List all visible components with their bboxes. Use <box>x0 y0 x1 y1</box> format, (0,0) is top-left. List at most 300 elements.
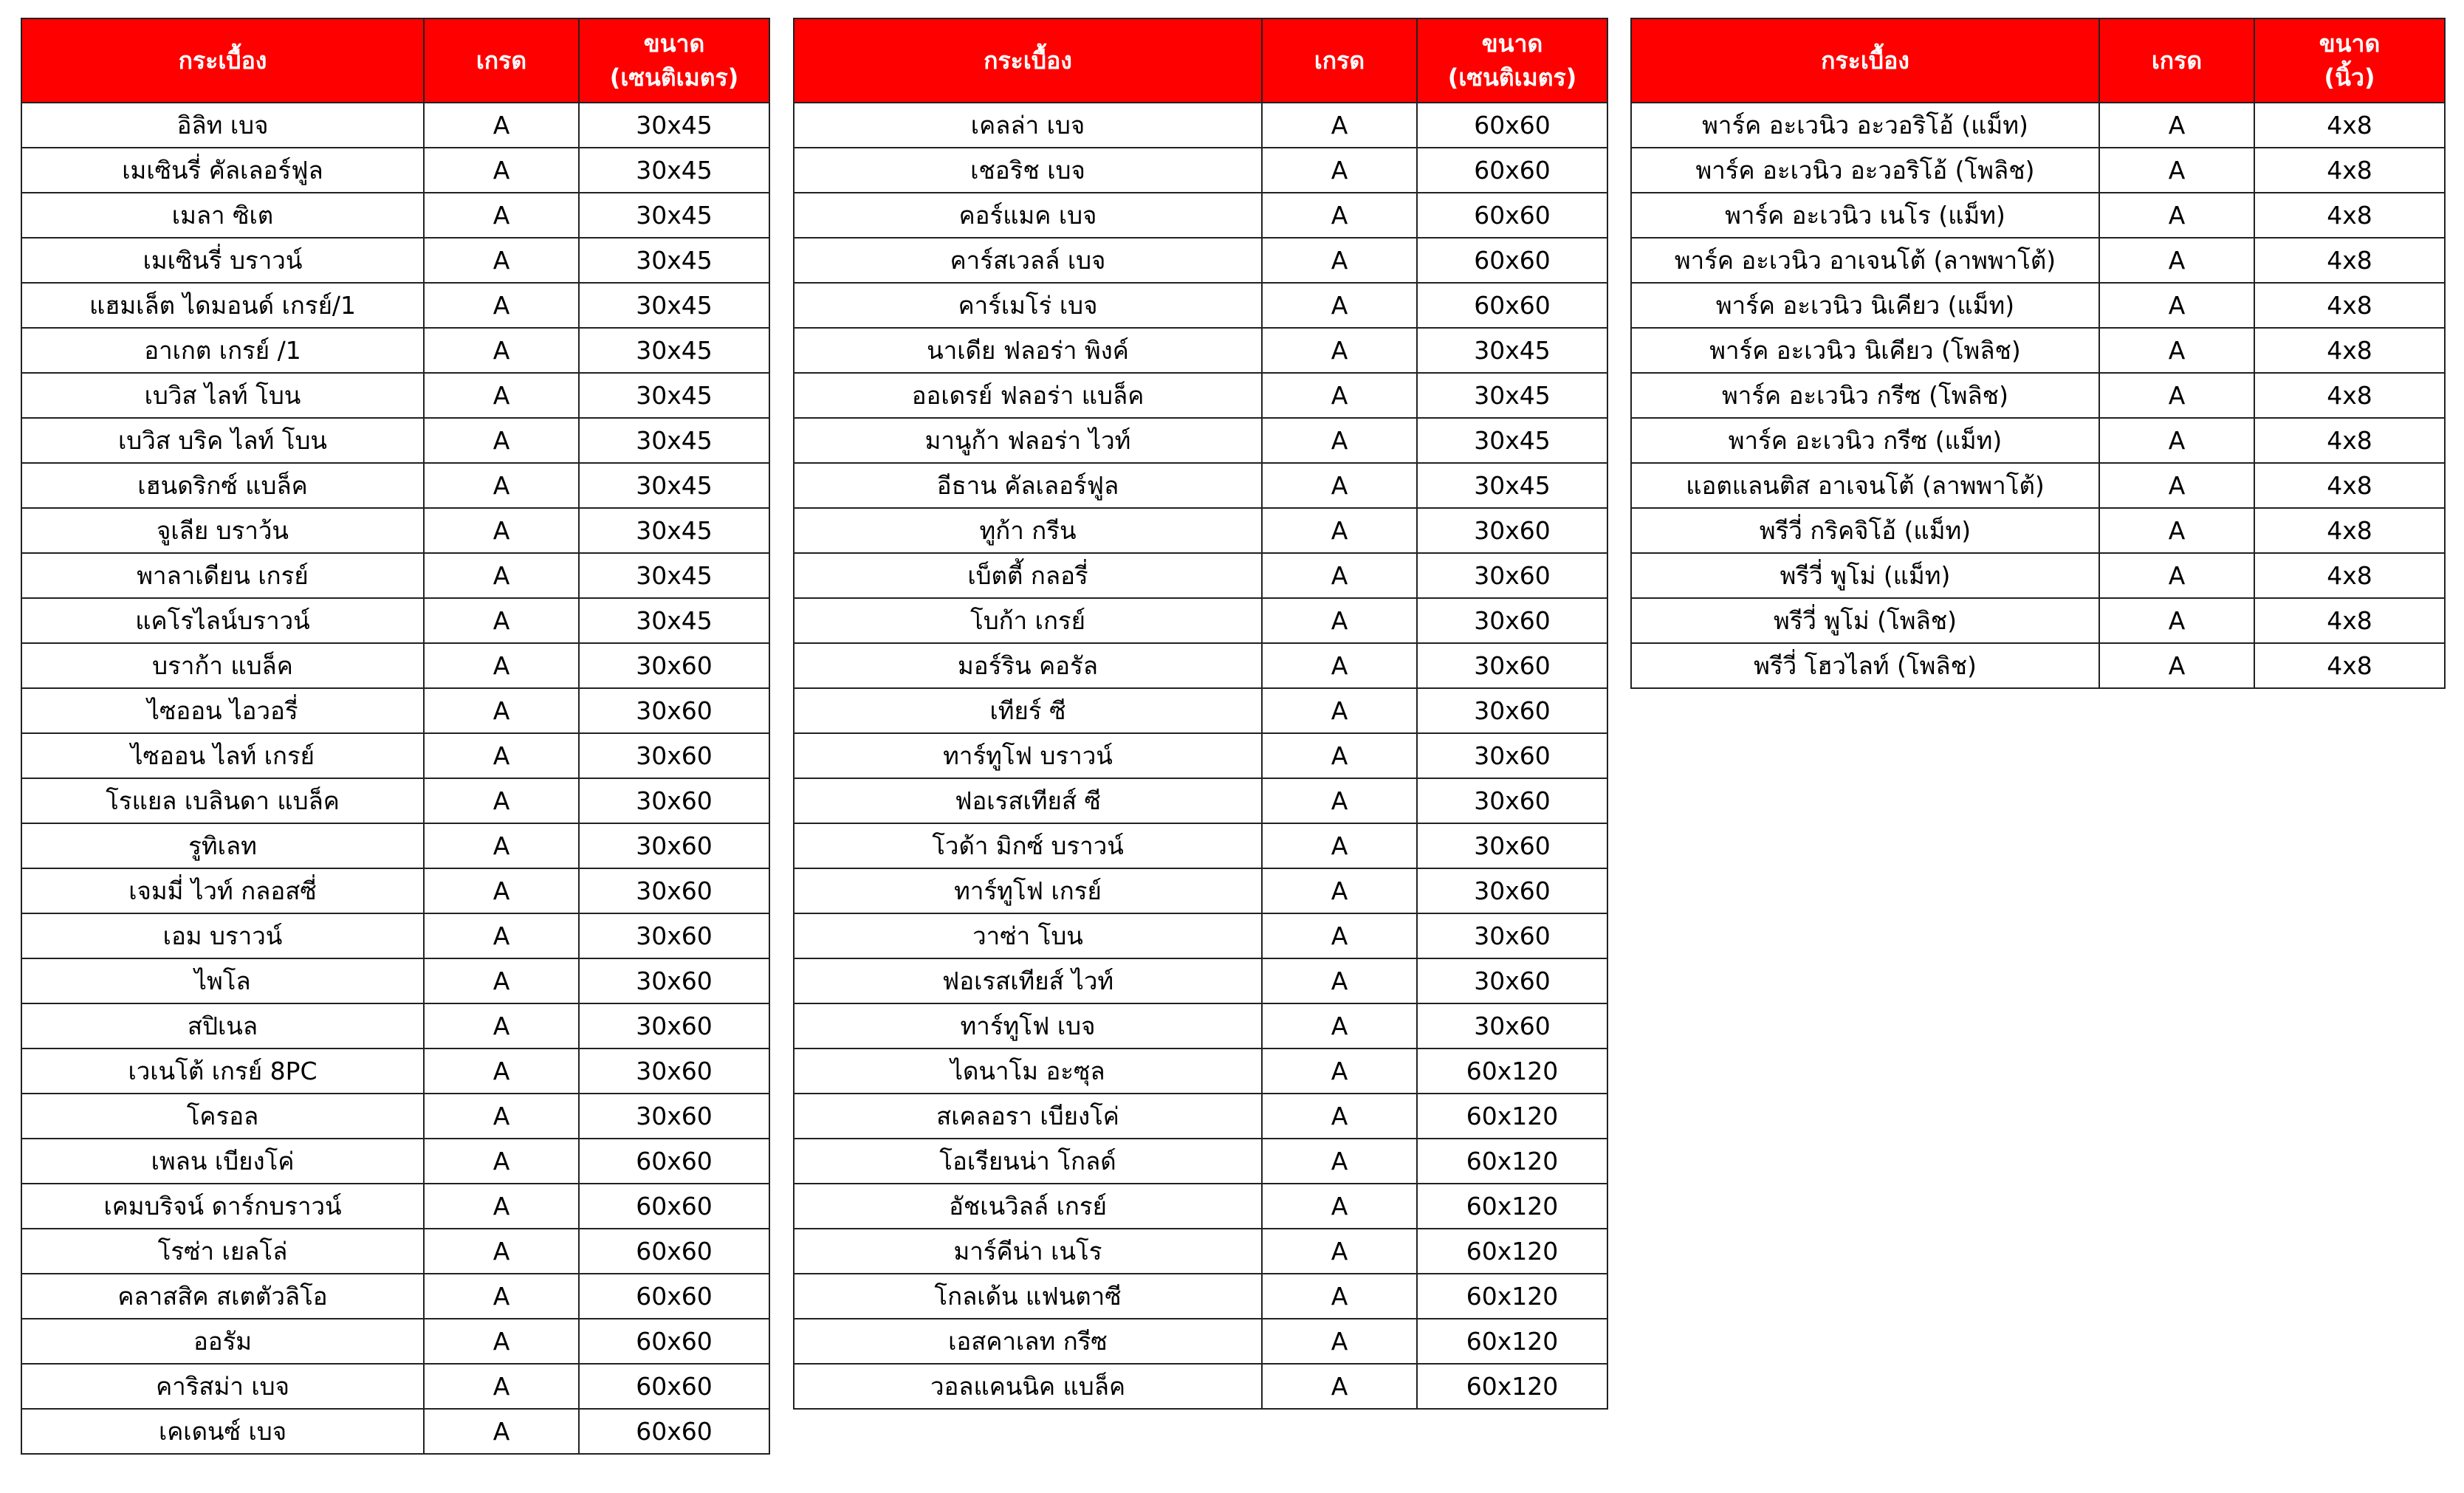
size-cell: 30x45 <box>579 328 769 373</box>
tile-name-cell: พรีวี่ โฮวไลท์ (โพลิช) <box>1631 643 2099 688</box>
table-row <box>21 1229 769 1274</box>
table-row <box>21 1409 769 1454</box>
tile-name-cell: อิลิท เบจ <box>21 103 424 148</box>
tile-name-cell: เคมบริจน์ ดาร์กบราวน์ <box>21 1184 424 1229</box>
tile-name-cell: สเคลอรา เบียงโค่ <box>794 1094 1262 1139</box>
size-cell: 30x60 <box>579 1003 769 1048</box>
size-cell: 60x60 <box>1417 148 1607 193</box>
tile-name-cell: ทาร์ทูโฟ เบจ <box>794 1003 1262 1048</box>
tile-name-cell: โอเรียนน่า โกลด์ <box>794 1139 1262 1184</box>
grade-cell: A <box>2099 508 2254 553</box>
table-row <box>794 328 1607 373</box>
table-row <box>794 598 1607 643</box>
grade-cell: A <box>1262 958 1417 1003</box>
tile-name-cell: พาร์ค อะเวนิว เนโร (แม็ท) <box>1631 193 2099 238</box>
column-header-size-unit: (เซนติเมตร) <box>609 64 739 92</box>
tile-name-cell: ออรัม <box>21 1319 424 1364</box>
grade-cell: A <box>1262 643 1417 688</box>
tile-table-1 <box>21 18 770 1455</box>
table-row <box>794 913 1607 958</box>
size-cell: 60x60 <box>579 1184 769 1229</box>
size-cell: 60x60 <box>579 1364 769 1409</box>
grade-cell: A <box>424 463 579 508</box>
table-row <box>21 328 769 373</box>
size-cell: 60x120 <box>1417 1184 1607 1229</box>
size-cell: 30x60 <box>1417 553 1607 598</box>
grade-cell: A <box>1262 1319 1417 1364</box>
size-cell: 4x8 <box>2254 103 2445 148</box>
grade-cell: A <box>424 733 579 778</box>
tile-name-cell: แอตแลนติส อาเจนโต้ (ลาพพาโต้) <box>1631 463 2099 508</box>
table-row <box>794 1139 1607 1184</box>
grade-cell: A <box>1262 373 1417 418</box>
table-row <box>1631 283 2445 328</box>
grade-cell: A <box>424 1229 579 1274</box>
grade-cell: A <box>424 193 579 238</box>
table-row <box>1631 418 2445 463</box>
table-row <box>21 688 769 733</box>
tile-name-cell: เคเดนซ์ เบจ <box>21 1409 424 1454</box>
column-header-tile: กระเบื้อง <box>21 18 424 103</box>
table-row <box>1631 238 2445 283</box>
table-row <box>1631 508 2445 553</box>
grade-cell: A <box>1262 778 1417 823</box>
column-header-tile: กระเบื้อง <box>1631 18 2099 103</box>
tile-name-cell: พาร์ค อะเวนิว กรีซ (แม็ท) <box>1631 418 2099 463</box>
tile-name-cell: คาร์เมโร่ เบจ <box>794 283 1262 328</box>
grade-cell: A <box>424 1409 579 1454</box>
size-cell: 30x60 <box>579 868 769 913</box>
size-cell: 30x45 <box>579 193 769 238</box>
size-cell: 4x8 <box>2254 283 2445 328</box>
grade-cell: A <box>1262 103 1417 148</box>
tile-name-cell: พรีวี่ พูโม่ (แม็ท) <box>1631 553 2099 598</box>
size-cell: 30x60 <box>579 958 769 1003</box>
table-row <box>794 643 1607 688</box>
table-row <box>21 598 769 643</box>
tile-name-cell: ไซออน ไอวอรี่ <box>21 688 424 733</box>
grade-cell: A <box>424 1274 579 1319</box>
size-cell: 30x60 <box>1417 643 1607 688</box>
column-header-size-title: ขนาด <box>2319 30 2381 58</box>
tile-name-cell: คอร์แมค เบจ <box>794 193 1262 238</box>
tile-name-cell: พาร์ค อะเวนิว นิเคียว (โพลิช) <box>1631 328 2099 373</box>
grade-cell: A <box>1262 868 1417 913</box>
tile-name-cell: ทาร์ทูโฟ บราวน์ <box>794 733 1262 778</box>
table-row <box>794 1184 1607 1229</box>
tile-name-cell: พาร์ค อะเวนิว นิเคียว (แม็ท) <box>1631 283 2099 328</box>
size-cell: 60x60 <box>1417 283 1607 328</box>
grade-cell: A <box>1262 733 1417 778</box>
grade-cell: A <box>1262 1139 1417 1184</box>
size-cell: 30x45 <box>579 238 769 283</box>
grade-cell: A <box>424 418 579 463</box>
grade-cell: A <box>424 913 579 958</box>
size-cell: 30x45 <box>579 508 769 553</box>
table-row <box>21 553 769 598</box>
grade-cell: A <box>424 1139 579 1184</box>
grade-cell: A <box>424 1094 579 1139</box>
tile-name-cell: ฟอเรสเทียส์ ซี <box>794 778 1262 823</box>
tile-name-cell: มาร์คีน่า เนโร <box>794 1229 1262 1274</box>
tile-name-cell: คาริสม่า เบจ <box>21 1364 424 1409</box>
tile-name-cell: เมลา ซิเต <box>21 193 424 238</box>
tile-name-cell: พาร์ค อะเวนิว อะวอริโอ้ (แม็ท) <box>1631 103 2099 148</box>
grade-cell: A <box>1262 193 1417 238</box>
grade-cell: A <box>2099 643 2254 688</box>
grade-cell: A <box>424 1003 579 1048</box>
size-cell: 60x120 <box>1417 1319 1607 1364</box>
tile-name-cell: อาเกต เกรย์ /1 <box>21 328 424 373</box>
size-cell: 60x60 <box>1417 193 1607 238</box>
grade-cell: A <box>1262 1094 1417 1139</box>
table-row <box>794 1319 1607 1364</box>
table-row <box>21 1003 769 1048</box>
tile-name-cell: โบก้า เกรย์ <box>794 598 1262 643</box>
grade-cell: A <box>424 688 579 733</box>
tile-name-cell: รูทิเลท <box>21 823 424 868</box>
grade-cell: A <box>424 958 579 1003</box>
grade-cell: A <box>1262 283 1417 328</box>
table-row <box>794 1094 1607 1139</box>
grade-cell: A <box>424 823 579 868</box>
table-row <box>21 103 769 148</box>
column-header-size-unit: (นิ้ว) <box>2324 64 2375 92</box>
tile-name-cell: แคโรไลน์บราวน์ <box>21 598 424 643</box>
size-cell: 4x8 <box>2254 463 2445 508</box>
table-row <box>21 238 769 283</box>
size-cell: 60x60 <box>579 1409 769 1454</box>
tile-name-cell: เมเซินรี่ คัลเลอร์ฟูล <box>21 148 424 193</box>
grade-cell: A <box>1262 823 1417 868</box>
grade-cell: A <box>424 103 579 148</box>
tile-name-cell: สปิเนล <box>21 1003 424 1048</box>
tile-name-cell: เอสคาเลท กรีซ <box>794 1319 1262 1364</box>
column-header-size-unit: (เซนติเมตร) <box>1447 64 1577 92</box>
column-header-tile: กระเบื้อง <box>794 18 1262 103</box>
table-row <box>21 508 769 553</box>
tile-name-cell: แฮมเล็ต ไดมอนด์ เกรย์/1 <box>21 283 424 328</box>
table-row <box>1631 643 2445 688</box>
grade-cell: A <box>1262 418 1417 463</box>
grade-cell: A <box>1262 1184 1417 1229</box>
tile-name-cell: เทียร์ ซี <box>794 688 1262 733</box>
tile-name-cell: เบวิส ไลท์ โบน <box>21 373 424 418</box>
size-cell: 30x45 <box>1417 328 1607 373</box>
grade-cell: A <box>1262 598 1417 643</box>
size-cell: 30x45 <box>579 418 769 463</box>
table-row <box>794 1229 1607 1274</box>
tile-name-cell: พาร์ค อะเวนิว อาเจนโต้ (ลาพพาโต้) <box>1631 238 2099 283</box>
tile-name-cell: ออเดรย์ ฟลอร่า แบล็ค <box>794 373 1262 418</box>
grade-cell: A <box>424 1048 579 1094</box>
tile-name-cell: เพลน เบียงโค่ <box>21 1139 424 1184</box>
table-row <box>1631 553 2445 598</box>
tile-name-cell: เบวิส บริค ไลท์ โบน <box>21 418 424 463</box>
table-row <box>21 958 769 1003</box>
grade-cell: A <box>2099 193 2254 238</box>
table-row <box>794 508 1607 553</box>
tile-name-cell: ฟอเรสเทียส์ ไวท์ <box>794 958 1262 1003</box>
tile-name-cell: จูเลีย บราว้น <box>21 508 424 553</box>
size-cell: 4x8 <box>2254 643 2445 688</box>
size-cell: 30x60 <box>579 688 769 733</box>
size-cell: 30x60 <box>1417 913 1607 958</box>
tile-name-cell: คาร์สเวลล์ เบจ <box>794 238 1262 283</box>
table-row <box>794 733 1607 778</box>
grade-cell: A <box>1262 913 1417 958</box>
table-row <box>794 688 1607 733</box>
table-row <box>794 418 1607 463</box>
size-cell: 60x60 <box>579 1319 769 1364</box>
size-cell: 30x60 <box>1417 823 1607 868</box>
size-cell: 30x45 <box>1417 373 1607 418</box>
table-row <box>21 1274 769 1319</box>
size-cell: 60x120 <box>1417 1139 1607 1184</box>
table-row <box>1631 103 2445 148</box>
table-row <box>21 1139 769 1184</box>
grade-cell: A <box>424 868 579 913</box>
size-cell: 30x45 <box>579 598 769 643</box>
table-row <box>794 1003 1607 1048</box>
size-cell: 30x60 <box>579 643 769 688</box>
tile-name-cell: ทาร์ทูโฟ เกรย์ <box>794 868 1262 913</box>
table-row <box>21 733 769 778</box>
table-row <box>21 418 769 463</box>
tile-name-cell: วาซ่า โบน <box>794 913 1262 958</box>
table-row <box>794 373 1607 418</box>
size-cell: 30x60 <box>579 913 769 958</box>
tile-name-cell: โวด้า มิกซ์ บราวน์ <box>794 823 1262 868</box>
size-cell: 4x8 <box>2254 193 2445 238</box>
size-cell: 30x45 <box>1417 418 1607 463</box>
table-header-row <box>1631 18 2445 103</box>
grade-cell: A <box>2099 238 2254 283</box>
tile-name-cell: โกลเด้น แฟนตาซี <box>794 1274 1262 1319</box>
table-row <box>794 103 1607 148</box>
size-cell: 30x60 <box>1417 598 1607 643</box>
grade-cell: A <box>2099 418 2254 463</box>
table-row <box>794 193 1607 238</box>
tile-name-cell: พาร์ค อะเวนิว อะวอริโอ้ (โพลิช) <box>1631 148 2099 193</box>
column-header-grade: เกรด <box>424 18 579 103</box>
grade-cell: A <box>1262 1274 1417 1319</box>
tile-name-cell: พาร์ค อะเวนิว กรีซ (โพลิช) <box>1631 373 2099 418</box>
size-cell: 60x60 <box>579 1229 769 1274</box>
size-cell: 30x45 <box>579 553 769 598</box>
tile-name-cell: พาลาเดียน เกรย์ <box>21 553 424 598</box>
size-cell: 60x60 <box>1417 238 1607 283</box>
grade-cell: A <box>424 643 579 688</box>
tile-name-cell: เจมมี่ ไวท์ กลอสซี่ <box>21 868 424 913</box>
column-header-size <box>1417 18 1607 103</box>
grade-cell: A <box>1262 238 1417 283</box>
grade-cell: A <box>2099 553 2254 598</box>
grade-cell: A <box>424 238 579 283</box>
table-row <box>21 463 769 508</box>
grade-cell: A <box>424 373 579 418</box>
tile-name-cell: มอร์ริน คอรัล <box>794 643 1262 688</box>
grade-cell: A <box>424 148 579 193</box>
size-cell: 30x60 <box>1417 733 1607 778</box>
tile-name-cell: โรซ่า เยลโล่ <box>21 1229 424 1274</box>
tile-name-cell: อัชเนวิลล์ เกรย์ <box>794 1184 1262 1229</box>
size-cell: 30x60 <box>579 823 769 868</box>
grade-cell: A <box>1262 1003 1417 1048</box>
grade-cell: A <box>424 283 579 328</box>
size-cell: 30x45 <box>579 103 769 148</box>
tile-table-2 <box>793 18 1608 1410</box>
grade-cell: A <box>1262 1229 1417 1274</box>
table-row <box>794 1274 1607 1319</box>
tile-name-cell: ไดนาโม อะซุล <box>794 1048 1262 1094</box>
table-row <box>794 1364 1607 1409</box>
size-cell: 30x60 <box>579 1048 769 1094</box>
size-cell: 30x45 <box>1417 463 1607 508</box>
tile-name-cell: พรีวี่ กริคจิโอ้ (แม็ท) <box>1631 508 2099 553</box>
tile-name-cell: ไซออน ไลท์ เกรย์ <box>21 733 424 778</box>
table-row <box>1631 598 2445 643</box>
table-row <box>21 778 769 823</box>
grade-cell: A <box>1262 1364 1417 1409</box>
grade-cell: A <box>2099 373 2254 418</box>
size-cell: 4x8 <box>2254 328 2445 373</box>
size-cell: 4x8 <box>2254 238 2445 283</box>
tile-name-cell: ทูก้า กรีน <box>794 508 1262 553</box>
table-row <box>1631 193 2445 238</box>
grade-cell: A <box>2099 283 2254 328</box>
table-row <box>794 283 1607 328</box>
grade-cell: A <box>1262 508 1417 553</box>
size-cell: 30x60 <box>1417 778 1607 823</box>
tile-name-cell: เวเนโต้ เกรย์ 8PC <box>21 1048 424 1094</box>
size-cell: 60x120 <box>1417 1274 1607 1319</box>
table-row <box>794 778 1607 823</box>
table-row <box>21 373 769 418</box>
size-cell: 4x8 <box>2254 508 2445 553</box>
size-cell: 60x120 <box>1417 1094 1607 1139</box>
grade-cell: A <box>1262 328 1417 373</box>
tile-name-cell: อีธาน คัลเลอร์ฟูล <box>794 463 1262 508</box>
tile-name-cell: เฮนดริกซ์ แบล็ค <box>21 463 424 508</box>
table-row <box>21 1364 769 1409</box>
table-row <box>1631 463 2445 508</box>
tile-name-cell: วอลแคนนิค แบล็ค <box>794 1364 1262 1409</box>
table-row <box>794 1048 1607 1094</box>
table-row <box>21 1319 769 1364</box>
grade-cell: A <box>424 1364 579 1409</box>
column-header-size-title: ขนาด <box>1481 30 1543 58</box>
tile-name-cell: เมเซินรี่ บราวน์ <box>21 238 424 283</box>
table-row <box>21 868 769 913</box>
column-header-size <box>579 18 769 103</box>
table-row <box>794 868 1607 913</box>
grade-cell: A <box>2099 463 2254 508</box>
table-row <box>794 463 1607 508</box>
table-row <box>1631 373 2445 418</box>
table-row <box>21 283 769 328</box>
grade-cell: A <box>2099 103 2254 148</box>
table-row <box>794 823 1607 868</box>
table-row <box>794 553 1607 598</box>
table-row <box>1631 148 2445 193</box>
tile-name-cell: เบ็ตตี้ กลอรี่ <box>794 553 1262 598</box>
grade-cell: A <box>1262 1048 1417 1094</box>
grade-cell: A <box>424 778 579 823</box>
tile-name-cell: พรีวี่ พูโม่ (โพลิช) <box>1631 598 2099 643</box>
table-row <box>794 238 1607 283</box>
grade-cell: A <box>424 328 579 373</box>
tile-name-cell: โรแยล เบลินดา แบล็ค <box>21 778 424 823</box>
tile-name-cell: นาเดีย ฟลอร่า พิงค์ <box>794 328 1262 373</box>
grade-cell: A <box>424 553 579 598</box>
grade-cell: A <box>1262 553 1417 598</box>
grade-cell: A <box>424 598 579 643</box>
tile-name-cell: เชอริช เบจ <box>794 148 1262 193</box>
table-header-row <box>794 18 1607 103</box>
size-cell: 4x8 <box>2254 418 2445 463</box>
grade-cell: A <box>1262 148 1417 193</box>
size-cell: 30x60 <box>1417 868 1607 913</box>
size-cell: 30x60 <box>579 778 769 823</box>
table-row <box>21 1184 769 1229</box>
size-cell: 30x45 <box>579 283 769 328</box>
grade-cell: A <box>1262 688 1417 733</box>
grade-cell: A <box>2099 598 2254 643</box>
table-row <box>21 643 769 688</box>
table-row <box>21 1094 769 1139</box>
column-header-size-title: ขนาด <box>643 30 705 58</box>
tile-name-cell: คลาสสิค สเตตัวลิโอ <box>21 1274 424 1319</box>
table-row <box>1631 328 2445 373</box>
tile-name-cell: มานูก้า ฟลอร่า ไวท์ <box>794 418 1262 463</box>
size-cell: 30x60 <box>579 1094 769 1139</box>
table-row <box>794 148 1607 193</box>
grade-cell: A <box>424 1319 579 1364</box>
size-cell: 60x120 <box>1417 1048 1607 1094</box>
column-header-size <box>2254 18 2445 103</box>
table-header-row <box>21 18 769 103</box>
column-header-grade: เกรด <box>2099 18 2254 103</box>
tile-name-cell: บราก้า แบล็ค <box>21 643 424 688</box>
grade-cell: A <box>424 1184 579 1229</box>
size-cell: 60x60 <box>579 1274 769 1319</box>
size-cell: 60x60 <box>1417 103 1607 148</box>
tile-name-cell: เคลล่า เบจ <box>794 103 1262 148</box>
size-cell: 30x60 <box>1417 688 1607 733</box>
size-cell: 30x60 <box>1417 1003 1607 1048</box>
size-cell: 4x8 <box>2254 553 2445 598</box>
table-row <box>21 1048 769 1094</box>
tile-table-3 <box>1630 18 2446 689</box>
table-row <box>21 148 769 193</box>
table-row <box>21 823 769 868</box>
column-header-grade: เกรด <box>1262 18 1417 103</box>
size-cell: 4x8 <box>2254 148 2445 193</box>
grade-cell: A <box>1262 463 1417 508</box>
size-cell: 30x60 <box>579 733 769 778</box>
tile-name-cell: ไพโล <box>21 958 424 1003</box>
table-row <box>21 193 769 238</box>
grade-cell: A <box>2099 148 2254 193</box>
size-cell: 60x120 <box>1417 1364 1607 1409</box>
tile-name-cell: โครอล <box>21 1094 424 1139</box>
grade-cell: A <box>2099 328 2254 373</box>
size-cell: 30x45 <box>579 463 769 508</box>
size-cell: 30x60 <box>1417 508 1607 553</box>
grade-cell: A <box>424 508 579 553</box>
tile-name-cell: เอม บราวน์ <box>21 913 424 958</box>
